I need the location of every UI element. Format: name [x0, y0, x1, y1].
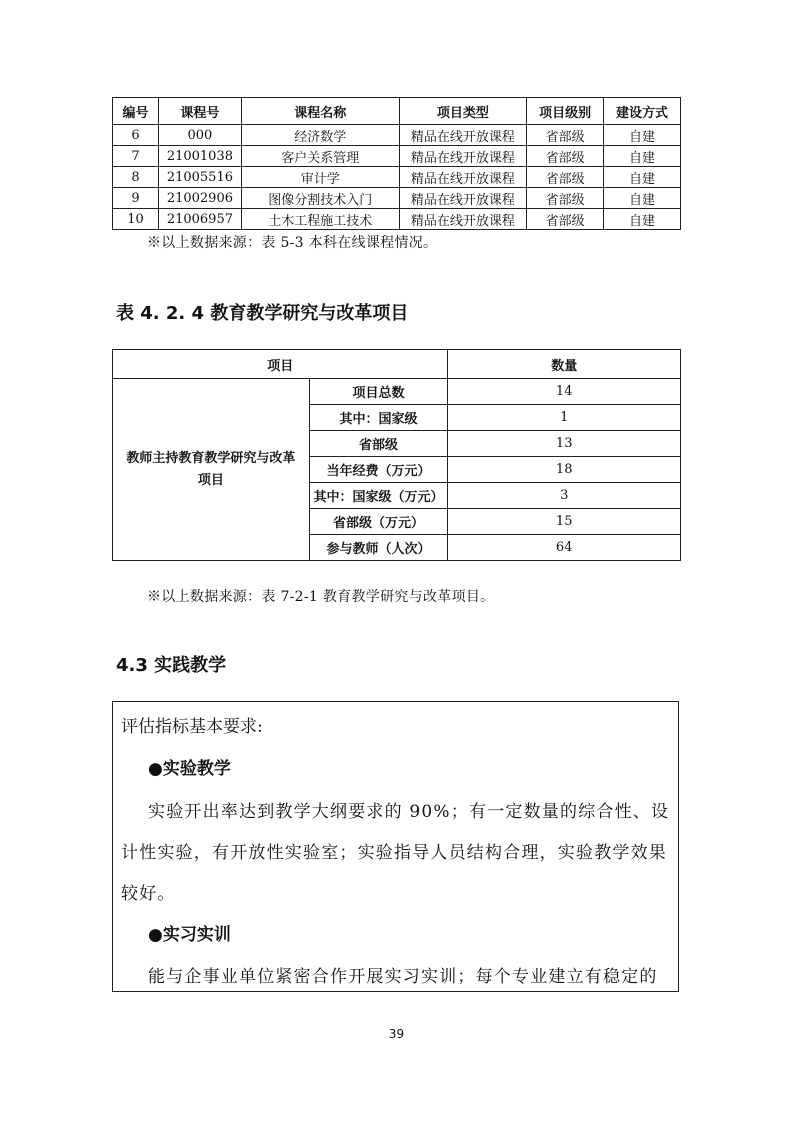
paragraph-line: 计性实验，有开放性实验室；实验指导人员结构合理，实验教学效果	[121, 843, 667, 863]
table-row	[113, 188, 681, 209]
bullet-heading-experiment: ●实验教学	[148, 759, 231, 779]
table-cell: 10	[113, 209, 159, 230]
header-cell: 项目类型	[399, 98, 527, 125]
table-row	[113, 125, 681, 146]
header-cell: 课程号	[158, 98, 241, 125]
row-label: 其中：国家级	[309, 405, 448, 431]
table-cell: 21001038	[158, 146, 241, 167]
row-label: 参与教师（人次）	[309, 535, 448, 561]
table-cell: 自建	[604, 125, 681, 146]
page-number: 39	[388, 1027, 405, 1041]
header-quantity: 数量	[448, 350, 681, 379]
row-value: 14	[448, 379, 681, 405]
table-cell: 省部级	[527, 146, 604, 167]
table-cell: 精品在线开放课程	[399, 167, 527, 188]
header-item: 项目	[113, 350, 448, 379]
paragraph-line: 能与企事业单位紧密合作开展实习实训；每个专业建立有稳定的	[148, 967, 658, 987]
table-cell: 自建	[604, 167, 681, 188]
table-cell: 精品在线开放课程	[399, 188, 527, 209]
table-cell: 图像分割技术入门	[241, 188, 399, 209]
table-row	[113, 167, 681, 188]
table-header-row	[113, 98, 681, 125]
row-value: 15	[448, 509, 681, 535]
table-cell: 7	[113, 146, 159, 167]
box-intro: 评估指标基本要求:	[121, 717, 263, 737]
row-label: 省部级（万元）	[309, 509, 448, 535]
row-value: 18	[448, 457, 681, 483]
row-label: 省部级	[309, 431, 448, 457]
table-cell: 21006957	[158, 209, 241, 230]
row-value: 13	[448, 431, 681, 457]
main-category-line2: 项目	[197, 472, 224, 488]
table-cell: 审计学	[241, 167, 399, 188]
table-row	[113, 146, 681, 167]
row-value: 3	[448, 483, 681, 509]
table1-source-note: ※以上数据来源：表 5-3 本科在线课程情况。	[147, 235, 438, 251]
table-cell: 自建	[604, 146, 681, 167]
table-cell: 省部级	[527, 167, 604, 188]
header-cell: 编号	[113, 98, 159, 125]
table-cell: 000	[158, 125, 241, 146]
section-title: 表 4. 2. 4 教育教学研究与改革项目	[116, 303, 409, 324]
table-cell: 客户关系管理	[241, 146, 399, 167]
table-cell: 自建	[604, 209, 681, 230]
table-cell: 经济数学	[241, 125, 399, 146]
paragraph-line: 较好。	[121, 884, 176, 904]
main-category-cell	[113, 379, 310, 561]
header-cell: 建设方式	[604, 98, 681, 125]
table-cell: 8	[113, 167, 159, 188]
table-cell: 精品在线开放课程	[399, 146, 527, 167]
table-cell: 精品在线开放课程	[399, 125, 527, 146]
bullet-heading-internship: ●实习实训	[148, 925, 231, 945]
table-row	[113, 379, 681, 405]
table-cell: 自建	[604, 188, 681, 209]
header-cell: 课程名称	[241, 98, 399, 125]
row-label: 其中：国家级（万元）	[309, 483, 448, 509]
row-label: 项目总数	[309, 379, 448, 405]
header-cell: 项目级别	[527, 98, 604, 125]
table-cell: 6	[113, 125, 159, 146]
table-cell: 21005516	[158, 167, 241, 188]
table-cell: 21002906	[158, 188, 241, 209]
table-header-row	[113, 350, 681, 379]
table-cell: 省部级	[527, 209, 604, 230]
course-table	[112, 97, 681, 230]
table-cell: 精品在线开放课程	[399, 209, 527, 230]
main-category-line1: 教师主持教育教学研究与改革	[126, 450, 296, 466]
research-project-table	[112, 349, 681, 561]
requirements-box	[112, 701, 679, 992]
table-cell: 省部级	[527, 125, 604, 146]
row-value: 64	[448, 535, 681, 561]
row-label: 当年经费（万元）	[309, 457, 448, 483]
table2-source-note: ※以上数据来源：表 7-2-1 教育教学研究与改革项目。	[147, 589, 495, 605]
table-cell: 土木工程施工技术	[241, 209, 399, 230]
table-cell: 9	[113, 188, 159, 209]
table-row	[113, 209, 681, 230]
paragraph-line: 实验开出率达到教学大纲要求的 90%；有一定数量的综合性、设	[148, 802, 670, 822]
row-value: 1	[448, 405, 681, 431]
section-title: 4.3 实践教学	[116, 655, 227, 676]
table-cell: 省部级	[527, 188, 604, 209]
